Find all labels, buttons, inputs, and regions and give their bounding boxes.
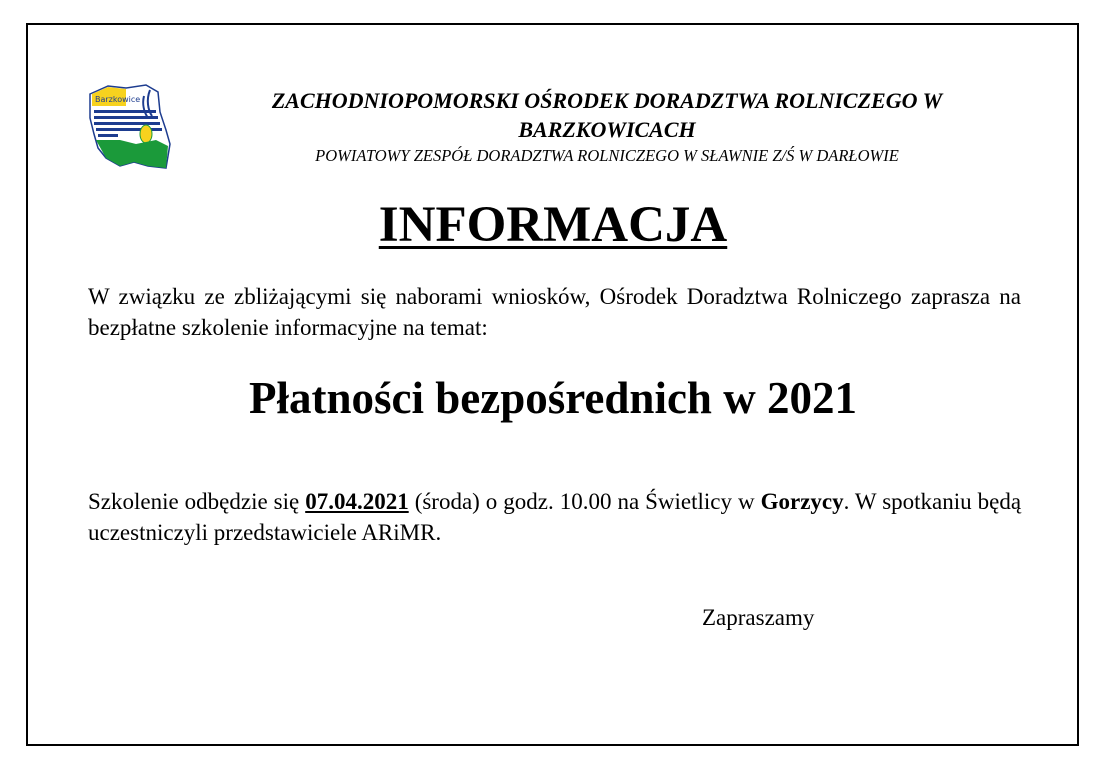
organization-subunit: POWIATOWY ZESPÓŁ DORADZTWA ROLNICZEGO W SŁAWNIE Z/Ś W DARŁOWIE xyxy=(315,146,899,165)
header xyxy=(186,86,1028,167)
closing-text: Zapraszamy xyxy=(702,605,815,630)
intro-paragraph: W związku ze zbliżającymi się naborami wniosków, Ośrodek Doradztwa Rolniczego zaprasza na bezpłatne szkolenie informacyjne na temat: xyxy=(88,284,1021,340)
event-place: Gorzycy xyxy=(760,489,844,514)
details-middle: (środa) o godz. 10.00 na Świetlicy w xyxy=(414,489,755,514)
event-date: 07.04.2021 xyxy=(305,489,409,514)
svg-text:Barzkowice: Barzkowice xyxy=(95,95,141,104)
organization-name: ZACHODNIOPOMORSKI OŚRODEK DORADZTWA ROLNICZEGO W BARZKOWICACH xyxy=(271,88,943,142)
odr-logo xyxy=(86,82,172,172)
document-title: INFORMACJA xyxy=(378,197,728,253)
details-prefix: Szkolenie odbędzie się xyxy=(88,489,300,514)
details-suffix: . W spotkaniu będą uczestniczyli przedstawiciele ARiMR. xyxy=(88,489,1022,545)
event-details-paragraph xyxy=(88,486,1021,548)
training-subject: Płatności bezpośrednich w 2021 xyxy=(249,373,857,423)
